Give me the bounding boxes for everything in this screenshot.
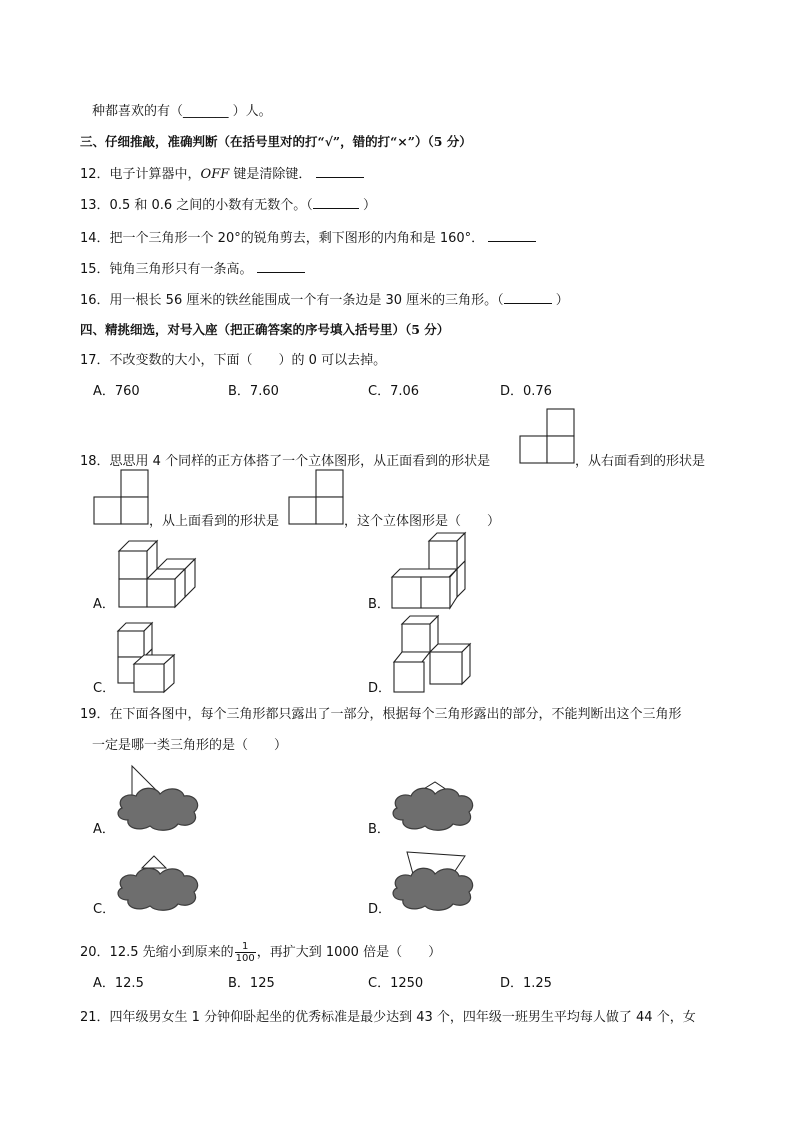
q19-option-a-label[interactable]: A． xyxy=(93,822,115,837)
q18-option-b-figure[interactable] xyxy=(391,532,471,610)
question-14 xyxy=(80,229,536,247)
q20-option-a[interactable]: A．12.5 xyxy=(93,976,144,991)
q13-text: 13．0.5 和 0.6 之间的小数有无数个。（ xyxy=(80,198,313,213)
q11-continuation: 种都喜欢的有（_______ ）人。 xyxy=(92,104,272,119)
q16-close-paren: ） xyxy=(555,293,569,308)
q20-option-d[interactable]: D．1.25 xyxy=(500,976,552,991)
q12-off-key: OFF xyxy=(200,167,230,182)
right-view-shape xyxy=(94,469,149,525)
q18-option-c-figure[interactable] xyxy=(116,622,182,694)
q18-option-a-label[interactable]: A． xyxy=(93,597,115,612)
q14-text: 14．把一个三角形一个 20°的锐角剪去，剩下图形的内角和是 160°． xyxy=(80,231,485,246)
q18-option-d-label[interactable]: D． xyxy=(368,681,392,696)
top-view-shape xyxy=(289,469,344,525)
question-15 xyxy=(80,260,305,278)
q13-answer-blank[interactable] xyxy=(313,196,359,209)
question-21: 21．四年级男女生 1 分钟仰卧起坐的优秀标准是最少达到 43 个，四年级一班男生平均每人做了 44 个，女 xyxy=(80,1010,696,1025)
q19-option-d-label[interactable]: D． xyxy=(368,902,392,917)
question-18-line2a: ，从上面看到的形状是 xyxy=(149,514,280,529)
question-13 xyxy=(80,196,376,214)
question-18-line2b: ，这个立体图形是（ ） xyxy=(344,514,501,529)
question-17: 17．不改变数的大小，下面（ ）的 0 可以去掉。 xyxy=(80,353,387,368)
q18-option-b-label[interactable]: B． xyxy=(368,597,390,612)
q17-option-c[interactable]: C．7.06 xyxy=(368,384,420,399)
q17-option-d[interactable]: D．0.76 xyxy=(500,384,552,399)
q13-close-paren: ） xyxy=(362,198,376,213)
question-18-line1: 18．思思用 4 个同样的正方体搭了一个立体图形，从正面看到的形状是 xyxy=(80,454,491,469)
q17-option-a[interactable]: A．760 xyxy=(93,384,140,399)
section-4-heading: 四、精挑细选，对号入座（把正确答案的序号填入括号里）（5 分） xyxy=(80,322,450,337)
q20-fraction-denominator: 100 xyxy=(235,953,255,964)
q19-option-b-figure[interactable] xyxy=(391,778,475,832)
q12-answer-blank[interactable] xyxy=(316,165,364,178)
q20-option-c[interactable]: C．1250 xyxy=(368,976,424,991)
q15-answer-blank[interactable] xyxy=(257,260,305,273)
q12-text-c: 键是清除键． xyxy=(229,167,312,182)
front-view-shape xyxy=(520,408,575,464)
q18-option-d-figure[interactable] xyxy=(392,614,472,694)
q20-text-a: 20．12.5 先缩小到原来的 xyxy=(80,945,234,960)
question-16 xyxy=(80,291,569,309)
section-3-heading: 三、仔细推敲，准确判断（在括号里对的打“√”，错的打“×”）（5 分） xyxy=(80,134,472,149)
question-20 xyxy=(80,940,441,966)
q20-text-b: ，再扩大到 1000 倍是（ ） xyxy=(256,945,442,960)
question-19-line1: 19．在下面各图中，每个三角形都只露出了一部分，根据每个三角形露出的部分，不能判断出这个三角形 xyxy=(80,707,682,722)
question-19-line2: 一定是哪一类三角形的是（ ） xyxy=(92,738,288,753)
q20-option-b[interactable]: B．125 xyxy=(228,976,275,991)
question-12 xyxy=(80,165,364,183)
q12-text-a: 12．电子计算器中， xyxy=(80,167,201,182)
q15-text: 15．钝角三角形只有一条高。 xyxy=(80,262,253,277)
q20-fraction-numerator: 1 xyxy=(235,941,256,953)
question-18-line1b: ，从右面看到的形状是 xyxy=(575,454,706,469)
q14-answer-blank[interactable] xyxy=(488,229,536,242)
q19-option-c-figure[interactable] xyxy=(116,852,200,914)
q20-fraction xyxy=(235,941,256,964)
q19-option-b-label[interactable]: B． xyxy=(368,822,390,837)
q16-text: 16．用一根长 56 厘米的铁丝能围成一个有一条边是 30 厘米的三角形。（ xyxy=(80,293,504,308)
q18-option-c-label[interactable]: C． xyxy=(93,681,116,696)
q16-answer-blank[interactable] xyxy=(504,291,552,304)
q19-option-a-figure[interactable] xyxy=(116,764,200,832)
q19-option-c-label[interactable]: C． xyxy=(93,902,116,917)
q17-option-b[interactable]: B．7.60 xyxy=(228,384,279,399)
q19-option-d-figure[interactable] xyxy=(391,848,475,914)
q18-option-a-figure[interactable] xyxy=(116,538,196,610)
